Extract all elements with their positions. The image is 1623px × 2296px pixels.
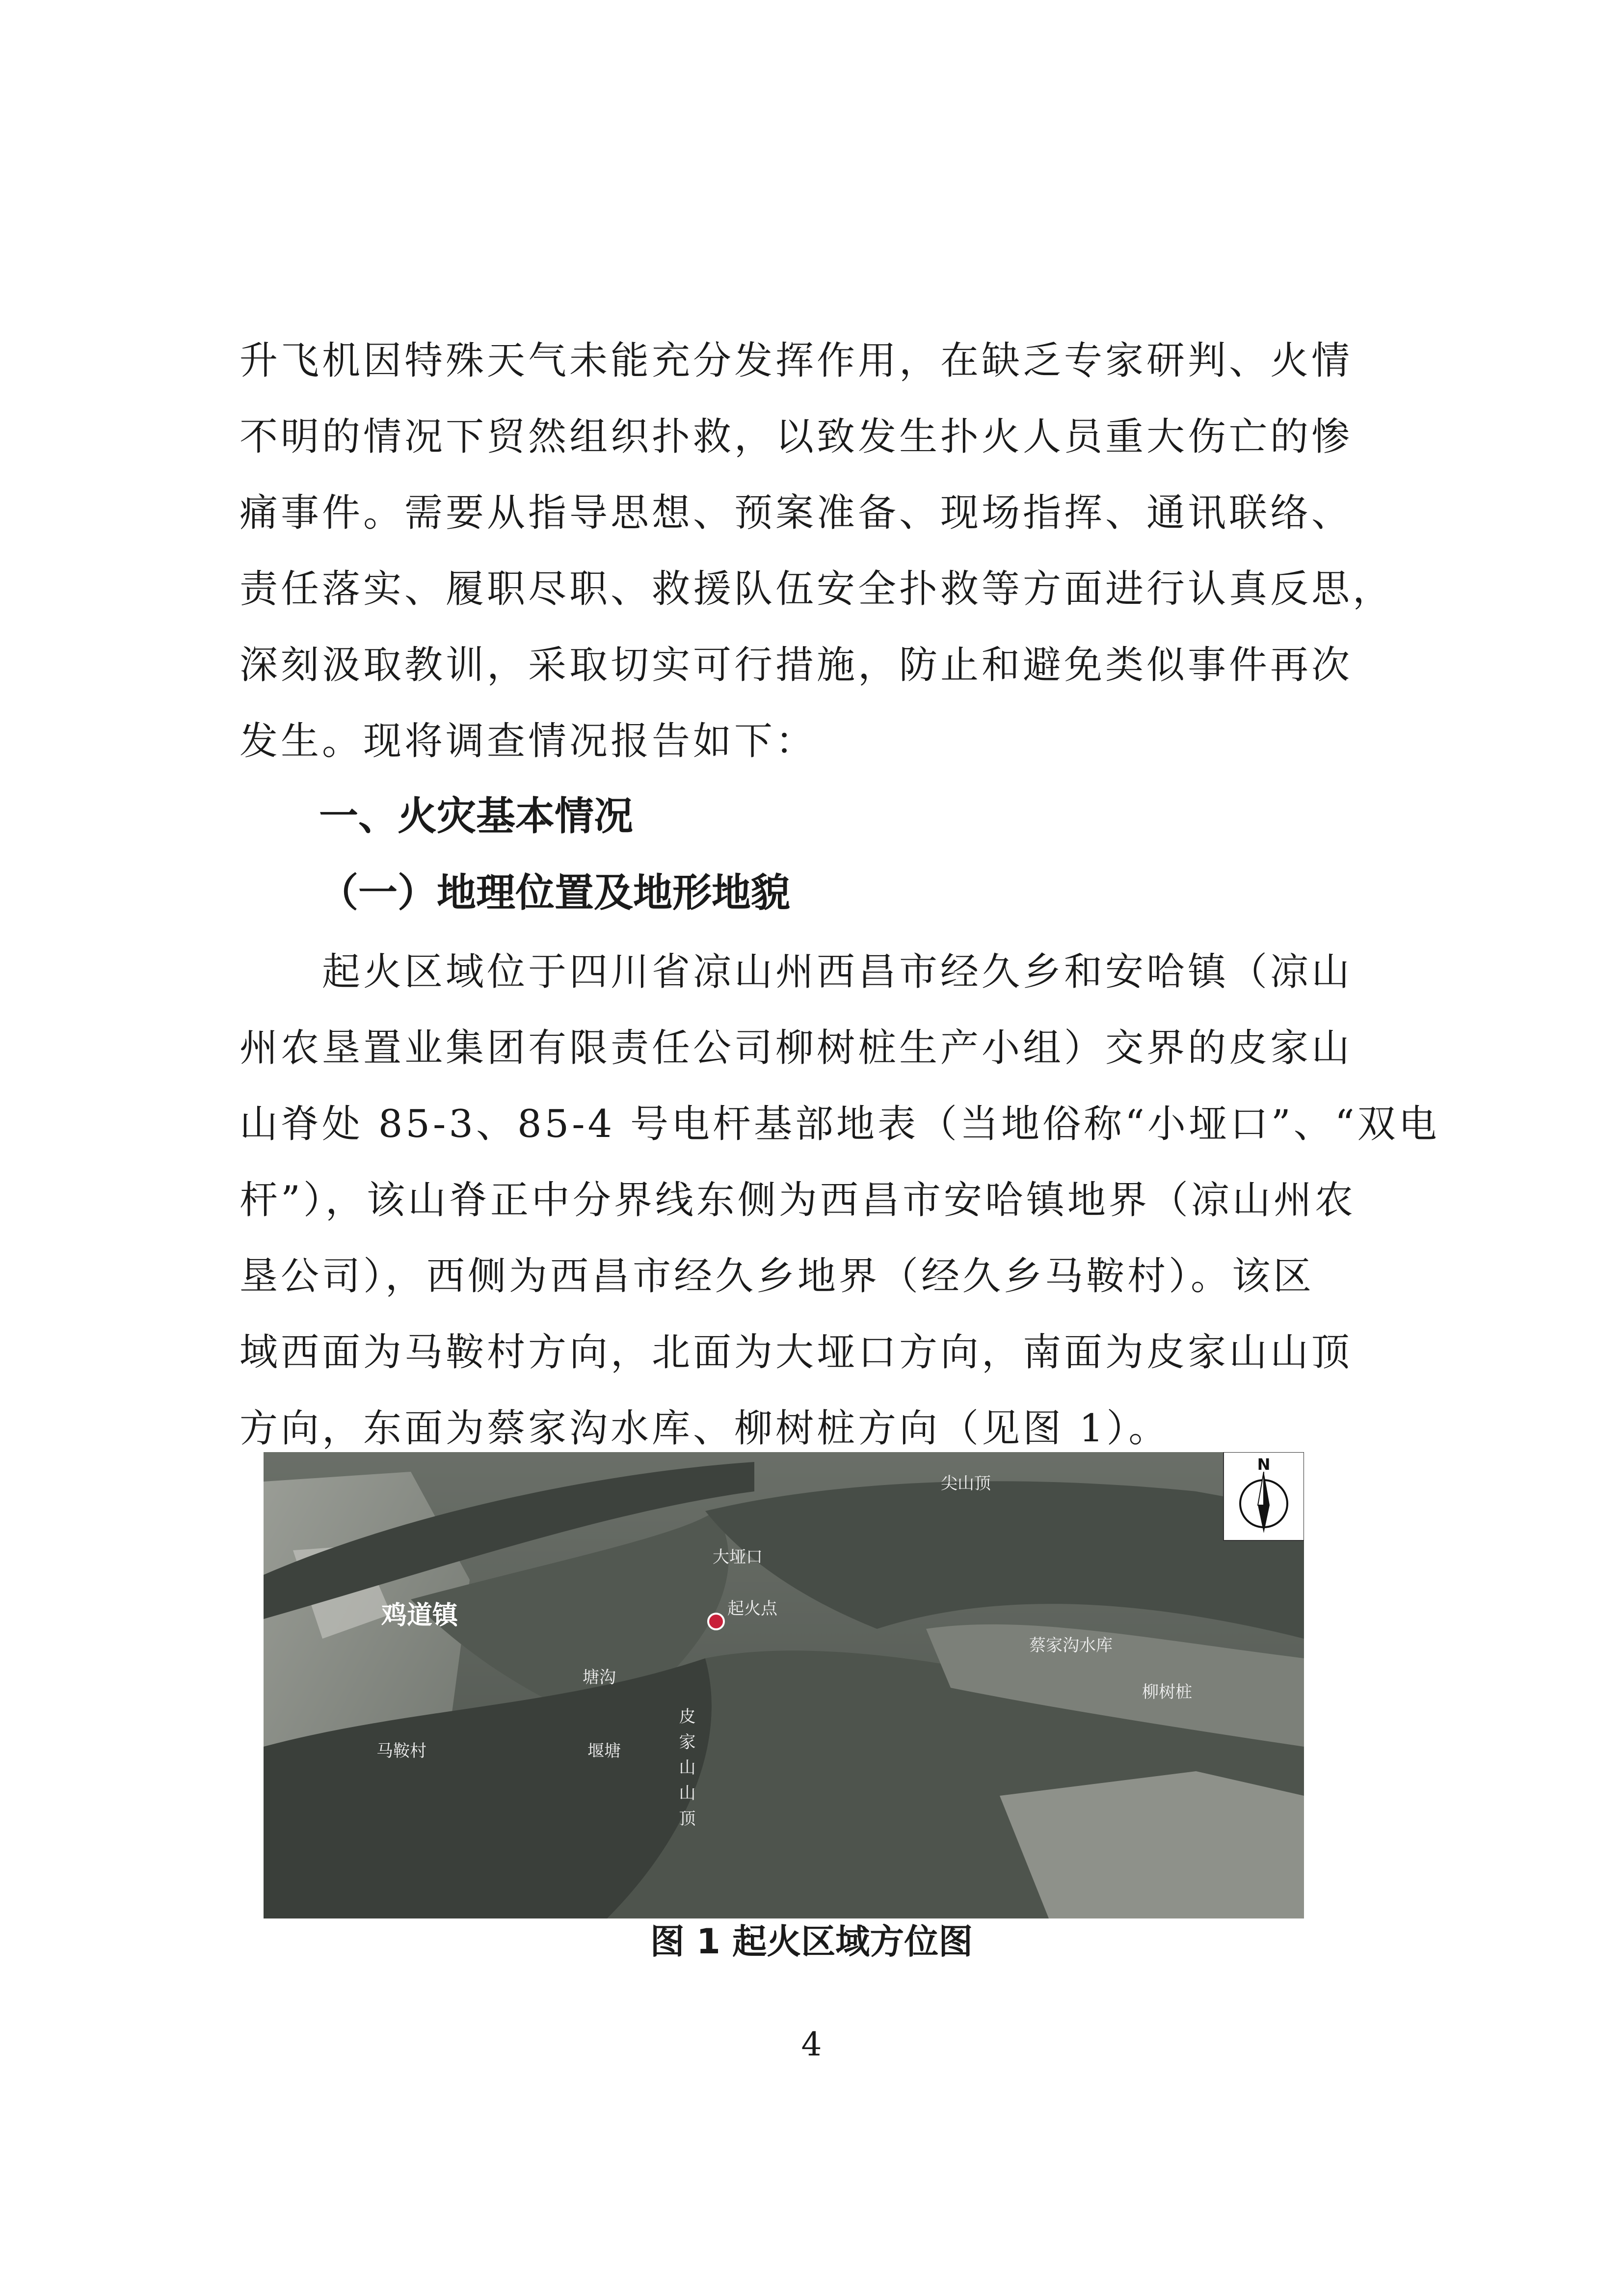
text-line: 痛事件。需要从指导思想、预案准备、现场指挥、通讯联络、 <box>239 491 1353 535</box>
text-line: 域西面为马鞍村方向，北面为大垭口方向，南面为皮家山山顶 <box>239 1330 1353 1375</box>
north-arrow-icon <box>1224 1452 1304 1540</box>
label-top-peak: 尖山顶 <box>941 1474 991 1493</box>
satellite-map-figure <box>264 1452 1304 1918</box>
text-line: 不明的情况下贸然组织扑救，以致发生扑火人员重大伤亡的惨 <box>239 415 1353 459</box>
label-village-sw: 马鞍村 <box>376 1741 426 1761</box>
subsection-heading: （一）地理位置及地形地貌 <box>319 869 790 916</box>
label-pond-ditch: 塘沟 <box>583 1668 616 1687</box>
text-line: 起火区域位于四川省凉山州西昌市经久乡和安哈镇（凉山 <box>239 950 1353 994</box>
paragraph-2 <box>239 934 1440 1467</box>
paragraph-1 <box>239 323 1394 780</box>
text-line: 垦公司），西侧为西昌市经久乡地界（经久乡马鞍村）。该区 <box>239 1254 1315 1298</box>
text-line: 方向，东面为蔡家沟水库、柳树桩方向（见图 1）。 <box>239 1406 1170 1451</box>
figure-caption: 图 1 起火区域方位图 <box>650 1921 973 1962</box>
satellite-map <box>264 1452 1304 1918</box>
label-fire-point: 起火点 <box>727 1599 777 1619</box>
page-number: 4 <box>801 2026 822 2063</box>
text-line: 深刻汲取教训，采取切实可行措施，防止和避免类似事件再次 <box>239 643 1353 687</box>
text-line: 责任落实、履职尽职、救援队伍安全扑救等方面进行认真反思， <box>239 567 1394 611</box>
label-dayakou: 大垭口 <box>713 1547 763 1567</box>
label-peak: 皮家山山顶 <box>676 1707 695 1835</box>
text-line: 升飞机因特殊天气未能充分发挥作用，在缺乏专家研判、火情 <box>239 339 1353 383</box>
label-liushuzhuang: 柳树桩 <box>1142 1682 1192 1702</box>
farmland-southeast <box>1000 1771 1304 1918</box>
text-line: 发生。现将调查情况报告如下： <box>239 719 817 763</box>
section-heading: 一、火灾基本情况 <box>319 793 633 839</box>
text-line: 州农垦置业集团有限责任公司柳树桩生产小组）交界的皮家山 <box>239 1026 1353 1070</box>
label-town: 鸡道镇 <box>381 1600 458 1630</box>
label-reservoir: 蔡家沟水库 <box>1029 1636 1113 1655</box>
text-line: 杆”），该山脊正中分界线东侧为西昌市安哈镇地界（凉山州农 <box>239 1178 1356 1222</box>
compass-letter: N <box>1257 1455 1271 1474</box>
label-dam-pond: 堰塘 <box>587 1741 621 1761</box>
text-line: 山脊处 85-3、85-4 号电杆基部地表（当地俗称“小垭口”、“双电 <box>239 1102 1440 1146</box>
fire-point-marker <box>708 1614 724 1629</box>
